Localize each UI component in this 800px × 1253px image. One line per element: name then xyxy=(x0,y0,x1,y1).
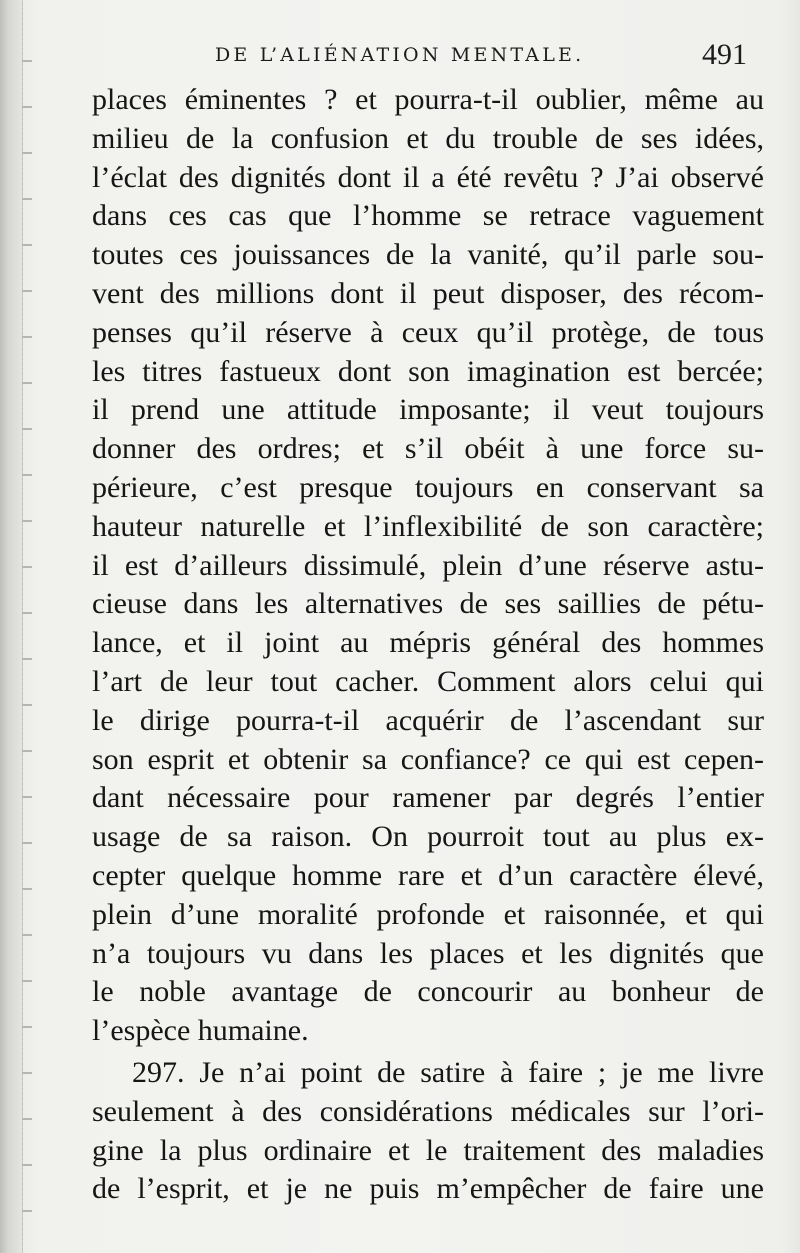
binding-stitch xyxy=(22,198,32,200)
text-line: penses qu’il réserve à ceux qu’il protège, de tous xyxy=(92,315,764,349)
text-line: seulement à des considérations médicales sur l’ori- xyxy=(92,1094,764,1128)
binding-stitch xyxy=(22,934,32,936)
text-line: lance, et il joint au mépris général des hommes xyxy=(92,626,764,660)
running-title: DE L’ALIÉNATION MENTALE. xyxy=(215,44,585,66)
text-line: le dirige pourra-t-il acquérir de l’ascendant sur xyxy=(92,703,764,737)
binding-stitch xyxy=(22,888,32,890)
binding-stitch xyxy=(22,428,32,430)
binding-stitch xyxy=(22,1072,32,1074)
body-text xyxy=(92,81,764,1209)
binding-stitch xyxy=(22,980,32,982)
binding-stitch xyxy=(22,520,32,522)
text-line: l’éclat des dignités dont il a été revêtu ? J’ai observé xyxy=(92,160,764,194)
text-line: les titres fastueux dont son imagination est bercée; xyxy=(92,354,764,388)
binding-stitch xyxy=(22,750,32,752)
binding-stitch xyxy=(22,60,32,62)
text-line: périeure, c’est presque toujours en conservant sa xyxy=(92,470,764,504)
text-line: n’a toujours vu dans les places et les dignités que xyxy=(92,936,764,970)
text-line: l’art de leur tout cacher. Comment alors celui qui xyxy=(92,664,764,698)
text-line: donner des ordres; et s’il obéit à une force su- xyxy=(92,432,764,466)
text-line: l’espèce humaine. xyxy=(92,1014,309,1048)
text-line: places éminentes ? et pourra-t-il oublier, même au xyxy=(92,83,764,116)
binding-stitch xyxy=(22,1164,32,1166)
text-line: le noble avantage de concourir au bonheur de xyxy=(92,975,764,1009)
binding-stitch xyxy=(22,566,32,568)
binding-stitch xyxy=(22,474,32,476)
binding-stitch xyxy=(22,658,32,660)
text-line: son esprit et obtenir sa confiance? ce qui est cepen- xyxy=(92,742,764,776)
running-head xyxy=(215,38,755,78)
page-number: 491 xyxy=(702,38,747,71)
text-line: toutes ces jouissances de la vanité, qu’il parle sou- xyxy=(92,238,764,272)
text-line: plein d’une moralité profonde et raisonnée, et qui xyxy=(92,897,764,931)
binding-stitch xyxy=(22,244,32,246)
text-line: dans ces cas que l’homme se retrace vaguement xyxy=(92,199,764,233)
text-line: il prend une attitude imposante; il veut toujours xyxy=(92,393,764,427)
binding-stitch xyxy=(22,796,32,798)
text-line: usage de sa raison. On pourroit tout au plus ex- xyxy=(92,820,764,854)
text-line: cepter quelque homme rare et d’un caractère élevé, xyxy=(92,858,764,892)
paragraph-1 xyxy=(92,81,764,1051)
text-line: 297. Je n’ai point de satire à faire ; je me livre xyxy=(132,1055,764,1089)
text-line: vent des millions dont il peut disposer, des récom- xyxy=(92,276,764,310)
binding-stitch xyxy=(22,382,32,384)
text-line: de l’esprit, et je ne puis m’empêcher de faire une xyxy=(92,1172,764,1206)
text-line: milieu de la confusion et du trouble de ses idées, xyxy=(92,121,764,155)
text-line: cieuse dans les alternatives de ses saillies de pétu- xyxy=(92,587,764,621)
binding-stitch xyxy=(22,106,32,108)
binding-stitch xyxy=(22,336,32,338)
binding-stitch xyxy=(22,290,32,292)
binding-stitch xyxy=(22,1026,32,1028)
text-line: il est d’ailleurs dissimulé, plein d’une réserve astu- xyxy=(92,548,764,582)
binding-stitch xyxy=(22,1118,32,1120)
text-line: gine la plus ordinaire et le traitement des maladies xyxy=(92,1133,764,1167)
binding-stitch xyxy=(22,1210,32,1212)
binding-stitch xyxy=(22,612,32,614)
text-line: hauteur naturelle et l’inflexibilité de son caractère; xyxy=(92,509,764,543)
binding-stitch xyxy=(22,842,32,844)
paragraph-2 xyxy=(92,1054,764,1209)
binding-stitch xyxy=(22,152,32,154)
text-line: dant nécessaire pour ramener par degrés l’entier xyxy=(92,781,764,815)
page-binding-edge xyxy=(0,0,23,1253)
binding-stitch xyxy=(22,704,32,706)
